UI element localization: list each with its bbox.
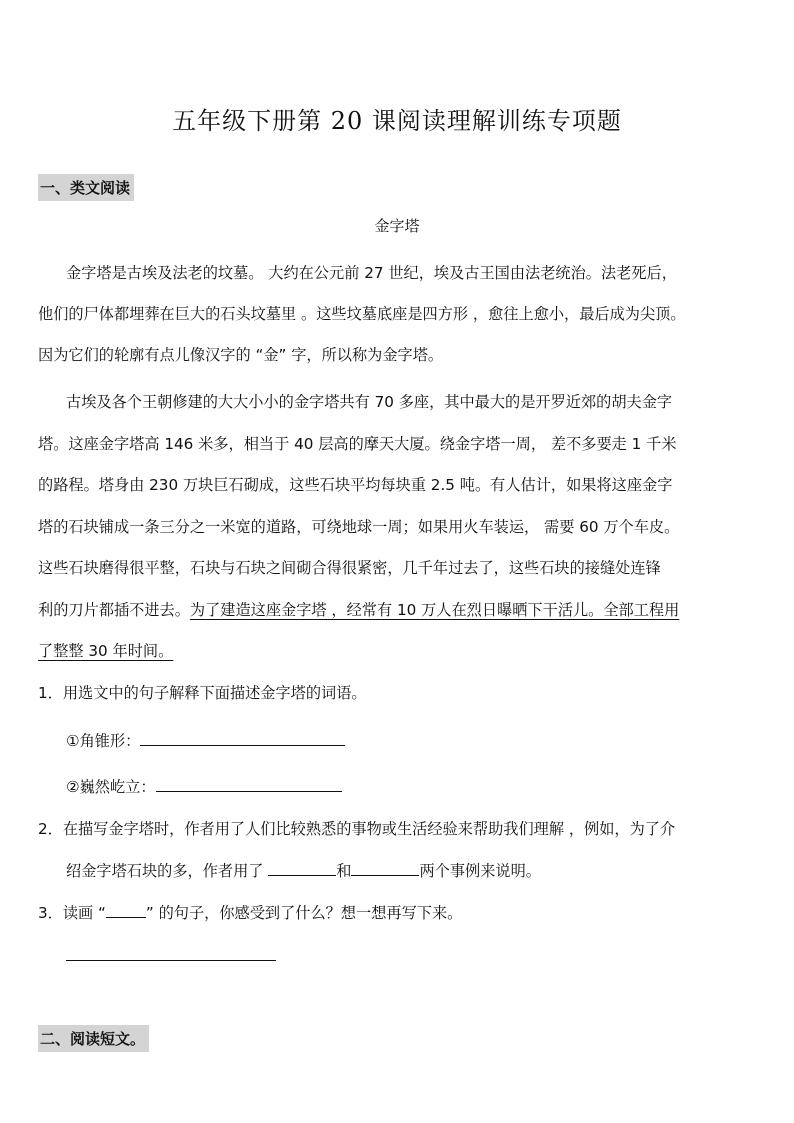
paragraph-line: 塔的石块铺成一条三分之一米宽的道路，可绕地球一周；如果用火车装运， 需要 60 万个车皮。	[38, 518, 680, 536]
inline-blank	[106, 903, 146, 918]
paragraph-line: 古埃及各个王朝修建的大大小小的金字塔共有 70 多座，其中最大的是开罗近郊的胡夫金字	[66, 393, 673, 411]
question-1-item-a	[66, 730, 345, 751]
section-heading-1: 一、类文阅读	[38, 174, 134, 201]
paragraph-line: 他们的尸体都埋葬在巨大的石头坟墓里 。这些坟墓底座是四方形 ，愈往上愈小，最后成为尖顶。	[38, 305, 686, 323]
plain-text: 利的刀片都插不进去。	[38, 601, 190, 619]
answer-line[interactable]	[66, 960, 276, 961]
underlined-sentence: 为了建造这座金字塔 ，经常有 10 万人在烈日曝晒下干活儿。全部工程用	[189, 601, 680, 619]
question-text: 和	[336, 862, 352, 880]
question-1: 1．用选文中的句子解释下面描述金字塔的词语。	[38, 684, 367, 702]
paragraph-line: 这些石块磨得很平整，石块与石块之间砌合得很紧密，几千年过去了，这些石块的接缝处连锋	[38, 559, 661, 577]
question-text: ” 的句子，你感受到了什么？想一想再写下来。	[145, 904, 463, 922]
paragraph-line: 金字塔是古埃及法老的坟墓。 大约在公元前 27 世纪，埃及古王国由法老统治。法老死后，	[66, 264, 677, 282]
paragraph-line: 塔。这座金字塔高 146 米多，相当于 40 层高的摩天大厦。绕金字塔一周， 差不多要走 1 千米	[38, 435, 677, 453]
underlined-sentence: 了整整 30 年时间。	[38, 642, 174, 660]
question-2: 2．在描写金字塔时，作者用了人们比较熟悉的事物或生活经验来帮助我们理解 ，例如，为了介	[38, 820, 676, 838]
question-text: 两个事例来说明。	[419, 862, 541, 880]
item-label: ②巍然屹立：	[66, 778, 156, 796]
question-2-continued	[66, 860, 541, 881]
paragraph-line: 因为它们的轮廓有点儿像汉字的 “金” 字，所以称为金字塔。	[38, 346, 444, 364]
question-1-item-b	[66, 776, 342, 797]
answer-blank[interactable]	[268, 861, 336, 876]
item-label: ①角锥形：	[66, 732, 141, 750]
paragraph-line: 的路程。塔身由 230 万块巨石砌成，这些石块平均每块重 2.5 吨。有人估计，如果将这座金字	[38, 476, 673, 494]
section-heading-2: 二、阅读短文。	[38, 1025, 149, 1052]
paragraph-line	[38, 640, 173, 661]
answer-blank[interactable]	[351, 861, 419, 876]
question-3	[38, 902, 462, 923]
answer-blank[interactable]	[140, 731, 345, 746]
passage-title: 金字塔	[374, 217, 420, 235]
paragraph-line	[38, 599, 679, 620]
answer-blank[interactable]	[156, 777, 342, 792]
question-text: 3．读画 “	[38, 904, 106, 922]
page-title: 五年级下册第 20 课阅读理解训练专项题	[172, 107, 622, 135]
question-text: 绍金字塔石块的多，作者用了	[66, 862, 269, 880]
